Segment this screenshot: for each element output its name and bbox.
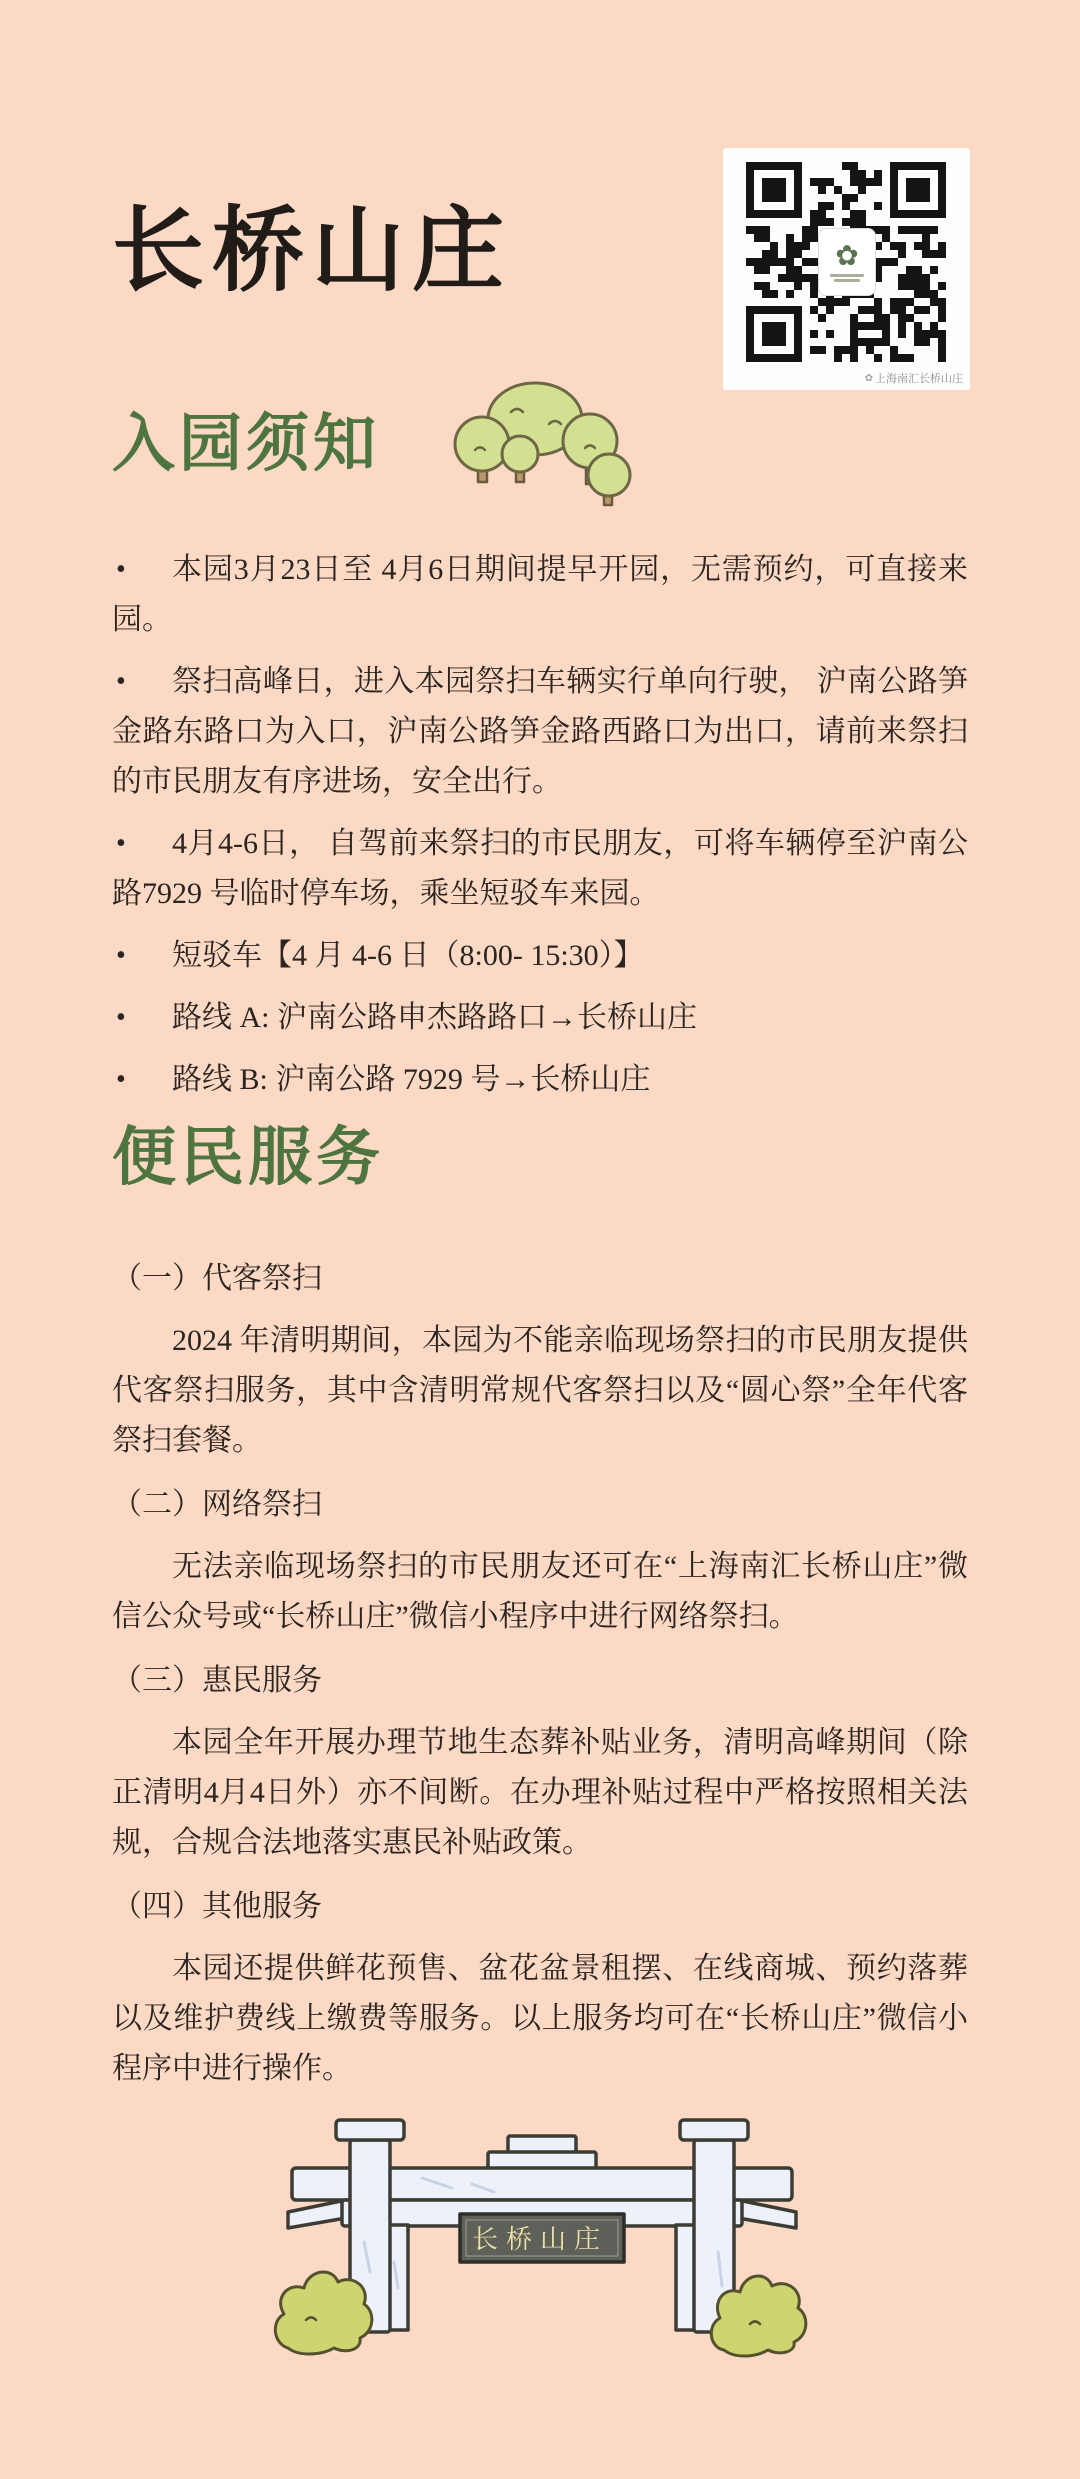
- bullet-text: 路线 A: 沪南公路申杰路路口→长桥山庄: [172, 1001, 697, 1034]
- service-item-body: 本园全年开展办理节地生态葬补贴业务，清明高峰期间（除正清明4月4日外）亦不间断。在办理补贴过程中严格按照相关法规，合规合法地落实惠民补贴政策。: [112, 1726, 968, 1859]
- bullet-text: 短驳车【4 月 4-6 日（8:00- 15:30）】: [172, 939, 644, 972]
- section-heading-notice: 入园须知: [112, 409, 380, 479]
- service-item-title: （二）网络祭扫: [112, 1488, 322, 1521]
- qr-caption-text: 上海南汇长桥山庄: [875, 373, 963, 385]
- bullet-text: 路线 B: 沪南公路 7929 号→长桥山庄: [172, 1063, 651, 1096]
- qr-center-logo: [818, 228, 876, 296]
- bullet-dot-icon: •: [116, 828, 126, 859]
- bullet-dot-icon: •: [116, 940, 126, 971]
- gate-sign-text: 长桥山庄: [471, 2225, 609, 2254]
- bullet-item: [112, 819, 968, 919]
- gate-illustration: [272, 2112, 812, 2362]
- service-item-title: （一）代客祭扫: [112, 1262, 322, 1295]
- bullet-text: 本园3月23日至 4月6日期间提早开园，无需预约，可直接来园。: [112, 553, 968, 636]
- service-item-title: （三）惠民服务: [112, 1664, 322, 1697]
- bullet-dot-icon: •: [116, 554, 126, 585]
- page-title: 长桥山庄: [112, 200, 513, 302]
- bullet-item: [112, 1055, 968, 1105]
- bullet-item: [112, 657, 968, 807]
- logo-text-line: [834, 279, 860, 282]
- qr-card: [723, 148, 970, 390]
- bullet-dot-icon: •: [116, 1002, 126, 1033]
- logo-text-line: [830, 274, 864, 277]
- flower-logo-icon: ✿: [835, 241, 859, 272]
- bullet-item: [112, 545, 968, 645]
- service-item-body: 2024 年清明期间，本园为不能亲临现场祭扫的市民朋友提供代客祭扫服务，其中含清明常规代客祭扫以及“圆心祭”全年代客祭扫套餐。: [112, 1324, 968, 1457]
- service-item-body: 本园还提供鲜花预售、盆花盆景租摆、在线商城、预约落葬以及维护费线上缴费等服务。以上服务均可在“长桥山庄”微信小程序中进行操作。: [112, 1952, 968, 2085]
- trees-illustration: [445, 372, 645, 507]
- notice-bullet-list: [112, 545, 968, 1117]
- section-heading-services: 便民服务: [112, 1122, 384, 1193]
- bullet-item: [112, 931, 968, 981]
- bullet-text: 4月4-6日， 自驾前来祭扫的市民朋友，可将车辆停至沪南公路7929 号临时停车场，乘坐短驳车来园。: [112, 827, 968, 910]
- bullet-item: [112, 993, 968, 1043]
- bullet-dot-icon: •: [116, 1064, 126, 1095]
- qr-caption: [865, 370, 963, 386]
- services-list: [112, 1254, 968, 2108]
- bullet-text: 祭扫高峰日，进入本园祭扫车辆实行单向行驶， 沪南公路笋金路东路口为入口，沪南公路笋金路西路口为出口，请前来祭扫的市民朋友有序进场，安全出行。: [112, 665, 968, 798]
- bullet-dot-icon: •: [116, 666, 126, 697]
- flower-logo-icon: ✿: [864, 372, 873, 384]
- service-item-body: 无法亲临现场祭扫的市民朋友还可在“上海南汇长桥山庄”微信公众号或“长桥山庄”微信小程序中进行网络祭扫。: [112, 1550, 968, 1633]
- service-item-title: （四）其他服务: [112, 1890, 322, 1923]
